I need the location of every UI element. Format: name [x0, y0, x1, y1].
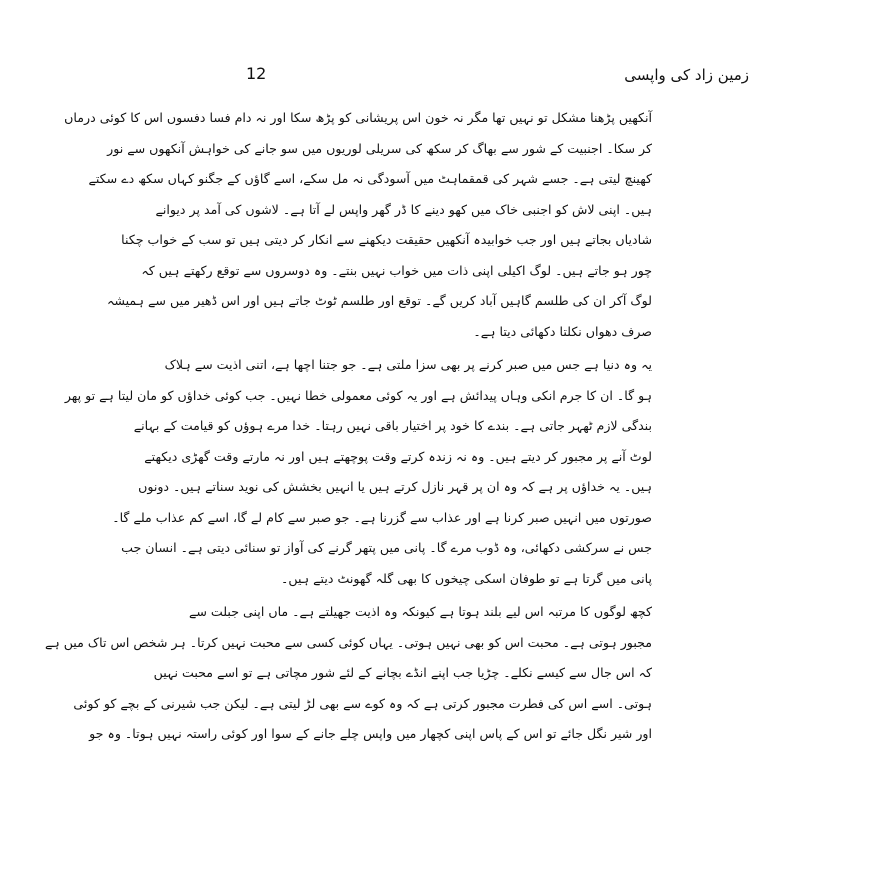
paragraph [44, 597, 652, 750]
text-line: بندگی لازم ٹھہر جاتی ہے۔ بندے کا خود پر اختیار باقی نہیں رہتا۔ خدا مرے ہوؤں کو قیامت کے بہانے [133, 418, 652, 433]
text-line: آنکھیں پڑھنا مشکل تو نہیں تھا مگر نہ خون اس پریشانی کو پڑھ سکا اور نہ دام فسا دفسوں اس کا کوئی درماں [64, 110, 652, 125]
text-line: کچھ لوگوں کا مرتبہ اس لیے بلند ہوتا ہے کیونکہ وہ اذیت جھیلتے ہے۔ ماں اپنی جبلت سے [188, 604, 652, 619]
text-line: کر سکا۔ اجنبیت کے شور سے بھاگ کر سکھ کی سریلی لوریوں میں سو جانے کی خواہش آنکھوں سے نور [107, 140, 652, 156]
text-line: مجبور ہوتی ہے۔ محبت اس کو بھی نہیں ہوتی۔ یہاں کوئی کسی سے محبت نہیں کرتا۔ ہر شخص اس تاک میں ہے [44, 634, 652, 650]
text-line: پانی میں گرتا ہے تو طوفان اسکی چیخوں کا بھی گلہ گھونٹ دیتے ہیں۔ [281, 570, 652, 586]
text-line: ہیں۔ اپنی لاش کو اجنبی خاک میں کھو دینے کا ڈر گھر واپس لے آتا ہے۔ لاشوں کی آمد پر دیوانے [155, 201, 652, 217]
text-line: جس نے سرکشی دکھائی، وہ ڈوب مرے گا۔ پانی میں پتھر گرنے کی آواز تو سنائی دیتی ہے۔ انسان جب [121, 540, 652, 555]
text-line: اور شیر نگل جائے تو اس کے پاس اپنی کچھار میں واپس چلے جانے کے سوا اور کوئی راستہ نہیں ہوتا۔ وہ جو [89, 726, 652, 741]
text-line: کہ اس جال سے کیسے نکلے۔ چڑیا جب اپنے انڈے بچانے کے لئے شور مچاتی ہے تو اسے محبت نہیں [153, 665, 652, 680]
text-line: صرف دھواں نکلتا دکھائی دیتا ہے۔ [473, 323, 652, 339]
text-line: لوٹ آنے پر مجبور کر دیتے ہیں۔ وہ نہ زندہ کرتے وقت پوچھتے ہیں اور نہ مارتے وقت گھڑی دیکھتے [144, 448, 652, 464]
text-line: کھینچ لیتی ہے۔ جسے شہر کی قمقماہٹ میں آسودگی نہ مل سکے، اسے گاؤں کے جگنو کہاں سکھ دے سکتے [88, 171, 652, 186]
text-line: لوگ آکر ان کی طلسم گاہیں آباد کریں گے۔ توقع اور طلسم ٹوٹ جاتے ہیں اور اس ڈھیر میں سے ہمیشہ [106, 293, 652, 308]
running-header-title: زمین زاد کی واپسی [624, 66, 749, 84]
text-line: ہیں۔ یہ خداؤں پر ہے کہ وہ ان پر قہر نازل کرتے ہیں یا انہیں بخشش کی نوید سناتے ہیں۔ دونوں [138, 479, 652, 494]
paragraph [64, 350, 652, 594]
page-number: 12 [246, 64, 267, 83]
text-line: صورتوں میں انہیں صبر کرنا ہے اور عذاب سے گزرنا ہے۔ جو صبر سے کام لے گا، اسے کم عذاب ملے گا۔ [112, 509, 652, 525]
body-text [44, 103, 652, 750]
text-line: ہوتی۔ اسے اس کی فطرت مجبور کرتی ہے کہ وہ کوے سے بھی لڑ لیتی ہے۔ لیکن جب شیرنی کے بچے کو کوئی [73, 695, 652, 711]
text-line: شادیاں بجاتے ہیں اور جب خوابیدہ آنکھیں حقیقت دیکھنے سے انکار کر دیتی ہیں تو سب کے خواب چکنا [121, 232, 652, 247]
text-line: ہو گا۔ ان کا جرم انکی وہاں پیدائش ہے اور یہ کوئی معمولی خطا نہیں۔ جب کوئی خداؤں کو مان لیتا ہے تو پھر [64, 387, 652, 403]
paragraph [64, 103, 652, 347]
text-line: یہ وہ دنیا ہے جس میں صبر کرنے پر بھی سزا ملتی ہے۔ جو جتنا اچھا ہے، اتنی اذیت سے ہلاک [164, 357, 652, 372]
text-line: چور ہو جاتے ہیں۔ لوگ اکیلی اپنی ذات میں خواب نہیں بنتے۔ وہ دوسروں سے توقع رکھتے ہیں کہ [141, 262, 652, 278]
